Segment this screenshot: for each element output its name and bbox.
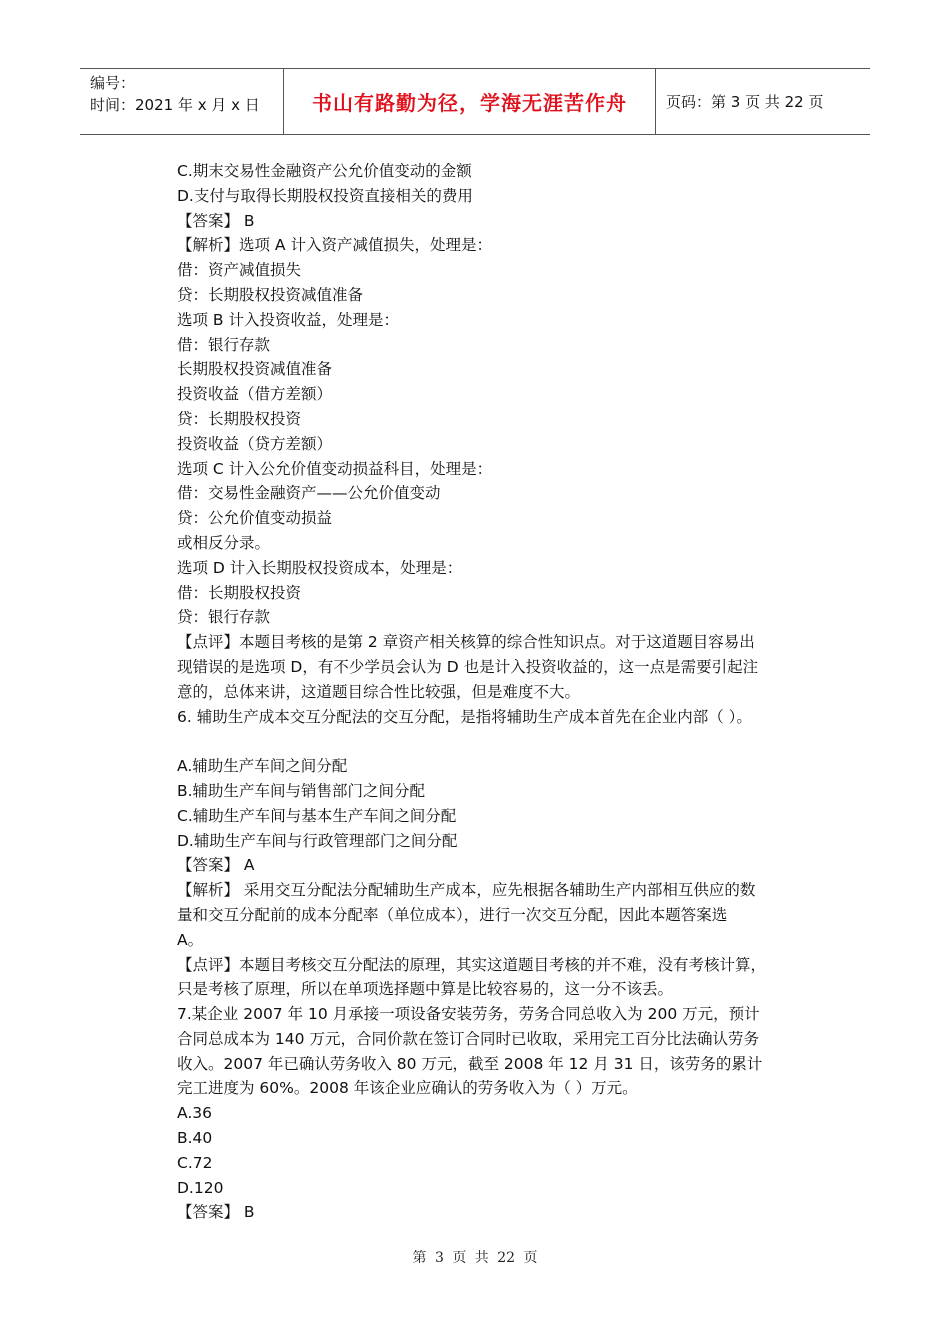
- footer-total-pages: 22: [497, 1250, 516, 1266]
- text-line: B.40: [177, 1129, 213, 1148]
- text-line: 选项 D 计入长期股权投资成本，处理是：: [177, 558, 463, 577]
- footer-gong: 共: [474, 1250, 489, 1266]
- text-line: 贷：公允价值变动损益: [177, 509, 333, 528]
- footer-ye-2: 页: [523, 1250, 538, 1266]
- text-line: 投资收益（贷方差额）: [177, 434, 333, 453]
- text-line: 借：交易性金融资产——公允价值变动: [177, 484, 441, 503]
- text-line: 借：资产减值损失: [177, 261, 302, 280]
- text-line: 7.某企业 2007 年 10 月承接一项设备安装劳务，劳务合同总收入为 200 万元，预计: [177, 1005, 760, 1024]
- text-line: 借：长期股权投资: [177, 583, 302, 602]
- document-date: 时间：2021 年 x 月 x 日: [90, 96, 260, 114]
- text-line: 【答案】 A: [177, 856, 255, 875]
- header-motto: 书山有路勤为径，学海无涯苦作舟: [283, 69, 656, 134]
- text-line: 意的，总体来讲，这道题目综合性比较强，但是难度不大。: [177, 682, 581, 701]
- text-line: D.辅助生产车间与行政管理部门之间分配: [177, 831, 458, 850]
- text-line: 收入。2007 年已确认劳务收入 80 万元，截至 2008 年 12 月 31 日，该劳务的累计: [177, 1054, 763, 1073]
- text-line: D.120: [177, 1178, 224, 1197]
- blank-line: [177, 729, 817, 754]
- text-line: 只是考核了原理，所以在单项选择题中算是比较容易的，这一分不该丢。: [177, 980, 674, 999]
- text-line: 【点评】本题目考核的是第 2 章资产相关核算的综合性知识点。对于这道题目容易出: [177, 633, 755, 652]
- text-line: C.辅助生产车间与基本生产车间之间分配: [177, 806, 457, 825]
- text-line: 量和交互分配前的成本分配率（单位成本），进行一次交互分配，因此本题答案选: [177, 905, 728, 924]
- document-number-label: 编号：: [90, 74, 136, 92]
- text-line: 选项 C 计入公允价值变动损益科目，处理是：: [177, 459, 493, 478]
- text-line: 【答案】 B: [177, 1203, 255, 1222]
- text-line: 或相反分录。: [177, 533, 271, 552]
- document-body: [177, 159, 817, 1225]
- footer-page-number: 3: [434, 1250, 444, 1266]
- text-line: 贷：长期股权投资: [177, 409, 302, 428]
- text-line: 选项 B 计入投资收益，处理是：: [177, 310, 399, 329]
- text-line: 【解析】 采用交互分配法分配辅助生产成本，应先根据各辅助生产内部相互供应的数: [177, 881, 756, 900]
- text-line: A.辅助生产车间之间分配: [177, 757, 348, 776]
- header-meta: [80, 69, 283, 134]
- text-line: 【点评】本题目考核交互分配法的原理，其实这道题目考核的并不难，没有考核计算，: [177, 955, 767, 974]
- page-header: [80, 68, 870, 135]
- text-line: A.36: [177, 1104, 212, 1123]
- footer-ye: 页: [452, 1250, 467, 1266]
- text-line: 完工进度为 60%。2008 年该企业应确认的劳务收入为（ ）万元。: [177, 1079, 638, 1098]
- footer-di: 第: [412, 1250, 427, 1266]
- text-line: 【解析】选项 A 计入资产减值损失，处理是：: [177, 236, 492, 255]
- text-line: 【答案】 B: [177, 211, 255, 230]
- text-line: B.辅助生产车间与销售部门之间分配: [177, 781, 426, 800]
- text-line: 合同总成本为 140 万元，合同价款在签订合同时已收取，采用完工百分比法确认劳务: [177, 1029, 759, 1048]
- text-line: A。: [177, 930, 204, 949]
- text-line: 贷：长期股权投资减值准备: [177, 285, 364, 304]
- page-footer: [0, 1247, 950, 1267]
- text-line: C.72: [177, 1153, 213, 1172]
- text-line: 借：银行存款: [177, 335, 271, 354]
- header-page-info: 页码：第 3 页 共 22 页: [666, 93, 824, 111]
- text-line: C.期末交易性金融资产公允价值变动的金额: [177, 162, 472, 180]
- text-line: D.支付与取得长期股权投资直接相关的费用: [177, 186, 473, 205]
- text-line: 贷：银行存款: [177, 608, 271, 627]
- text-line: 6. 辅助生产成本交互分配法的交互分配，是指将辅助生产成本首先在企业内部（ ）。: [177, 707, 752, 726]
- text-line: 投资收益（借方差额）: [177, 385, 333, 404]
- text-line: 长期股权投资减值准备: [177, 360, 333, 379]
- text-line: 现错误的是选项 D，有不少学员会认为 D 也是计入投资收益的，这一点是需要引起注: [177, 657, 759, 676]
